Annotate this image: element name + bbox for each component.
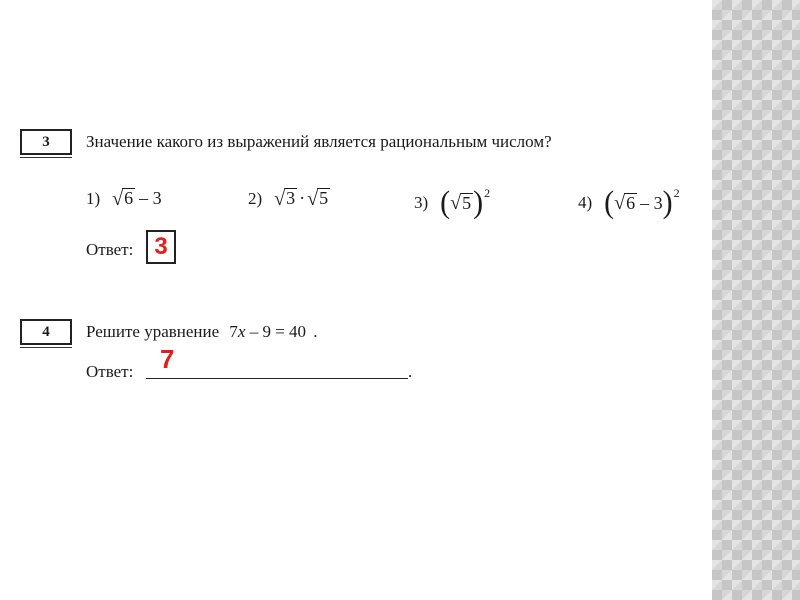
task-3-number-box	[20, 129, 72, 155]
sqrt-icon: √ 3	[274, 187, 296, 210]
task-4-answer-line[interactable]	[146, 378, 408, 379]
task-4-answer-end: .	[408, 362, 413, 381]
task-4-answer-value: 7	[160, 344, 175, 374]
task-3-option-4: 4) ( √ 6 – 3 ) 2	[578, 185, 680, 220]
task-3-answer-value: 3	[154, 233, 168, 260]
task-4-question: Решите уравнение 7 x – 9 = 40 .	[86, 322, 318, 341]
task-4-equation: 7 x – 9 = 40	[229, 322, 307, 341]
task-4-number-box	[20, 319, 72, 345]
option-2-number: 2)	[248, 188, 263, 208]
option-3-number: 3)	[414, 193, 429, 212]
task-3-option-3: 3) ( √ 5 ) 2	[414, 185, 491, 220]
task-4-number: 4	[42, 323, 50, 340]
task-4-prompt: Решите уравнение	[86, 322, 220, 341]
side-pattern	[712, 0, 800, 600]
task-3-option-1: 1) √ 6 – 3	[86, 187, 162, 210]
sqrt-icon: √ 6	[112, 187, 134, 210]
task-4-answer-label: Ответ:	[86, 362, 134, 381]
sqrt-icon: √ 6	[614, 192, 636, 215]
task-4-rule	[20, 347, 72, 348]
task-3-question: Значение какого из выражений является рациональным числом?	[86, 132, 552, 151]
task-3-rule	[20, 157, 72, 158]
task-3-number: 3	[42, 133, 50, 150]
task-3-option-2: 2) √ 3 · √ 5	[248, 187, 329, 210]
sqrt-icon: √ 5	[307, 187, 329, 210]
task-3-answer-label: Ответ:	[86, 240, 134, 259]
option-1-number: 1)	[86, 188, 101, 208]
sqrt-icon: √ 5	[450, 192, 472, 215]
task-3-answer-box[interactable]	[146, 230, 176, 264]
option-4-number: 4)	[578, 193, 593, 212]
